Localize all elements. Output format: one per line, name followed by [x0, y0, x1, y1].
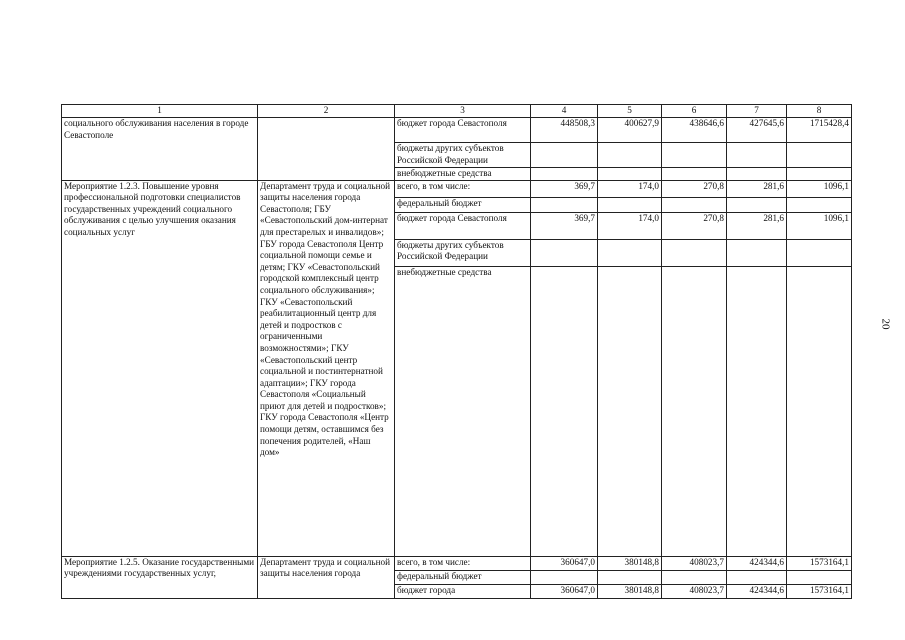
value-cell — [598, 239, 662, 266]
value-cell: 380148,8 — [598, 584, 662, 598]
funding-source: всего, в том числе: — [395, 556, 531, 570]
value-cell: 380148,8 — [598, 556, 662, 570]
value-cell: 369,7 — [531, 212, 598, 239]
funding-source: бюджеты других субъектов Российской Федерации — [395, 143, 531, 168]
column-header: 4 — [531, 105, 598, 118]
value-cell — [662, 168, 727, 181]
value-cell — [598, 266, 662, 556]
value-cell — [787, 168, 852, 181]
value-cell — [727, 143, 787, 168]
value-cell — [787, 197, 852, 212]
value-cell: 427645,6 — [727, 118, 787, 143]
value-cell: 408023,7 — [662, 584, 727, 598]
table-row — [62, 118, 852, 143]
executor-cell — [258, 118, 395, 181]
column-header: 3 — [395, 105, 531, 118]
value-cell: 1573164,1 — [787, 584, 852, 598]
value-cell — [531, 168, 598, 181]
value-cell — [787, 143, 852, 168]
executor-cell: Департамент труда и социальной защиты населения города Севастополя; ГБУ «Севастопольский дом-интернат для престарелых и инвалидов»; ГБУ города Севастополя Центр социальной помощи семье и детям; ГКУ «Севастопольский городской комплексный центр социального обслуживания»; ГКУ «Севастопольский реабилитационный центр для детей и подростков с ограниченными возможностями»; ГКУ «Севастопольский центр социальной и постинтернатной адаптации»; ГКУ города Севастополя «Социальный приют для детей и подростков»; ГКУ города Севастополя «Центр помощи детям, оставшимся без попечения родителей, «Наш дом» — [258, 180, 395, 556]
value-cell: 281,6 — [727, 180, 787, 197]
value-cell — [531, 570, 598, 584]
table-row — [62, 180, 852, 197]
value-cell: 1715428,4 — [787, 118, 852, 143]
value-cell: 174,0 — [598, 212, 662, 239]
column-header: 8 — [787, 105, 852, 118]
funding-source: всего, в том числе: — [395, 180, 531, 197]
funding-source: внебюджетные средства — [395, 266, 531, 556]
budget-table — [61, 104, 852, 599]
column-header: 5 — [598, 105, 662, 118]
value-cell — [662, 197, 727, 212]
value-cell — [531, 143, 598, 168]
value-cell — [662, 143, 727, 168]
value-cell: 438646,6 — [662, 118, 727, 143]
value-cell: 281,6 — [727, 212, 787, 239]
value-cell — [727, 239, 787, 266]
value-cell: 174,0 — [598, 180, 662, 197]
value-cell: 270,8 — [662, 212, 727, 239]
value-cell — [531, 239, 598, 266]
value-cell — [598, 143, 662, 168]
value-cell: 424344,6 — [727, 584, 787, 598]
value-cell: 369,7 — [531, 180, 598, 197]
column-header: 1 — [62, 105, 258, 118]
value-cell: 360647,0 — [531, 556, 598, 570]
funding-source: бюджет города Севастополя — [395, 118, 531, 143]
funding-source: бюджет города — [395, 584, 531, 598]
value-cell — [598, 197, 662, 212]
funding-source: бюджеты других субъектов Российской Федерации — [395, 239, 531, 266]
value-cell — [662, 266, 727, 556]
value-cell — [598, 168, 662, 181]
value-cell: 448508,3 — [531, 118, 598, 143]
funding-source: внебюджетные средства — [395, 168, 531, 181]
value-cell — [598, 570, 662, 584]
event-cell: социального обслуживания населения в городе Севастополе — [62, 118, 258, 181]
event-cell: Мероприятие 1.2.5. Оказание государственными учреждениями государственных услуг, — [62, 556, 258, 598]
funding-source: федеральный бюджет — [395, 570, 531, 584]
value-cell — [787, 570, 852, 584]
value-cell: 424344,6 — [727, 556, 787, 570]
executor-cell: Департамент труда и социальной защиты населения города — [258, 556, 395, 598]
value-cell: 400627,9 — [598, 118, 662, 143]
column-header: 6 — [662, 105, 727, 118]
funding-source: федеральный бюджет — [395, 197, 531, 212]
funding-source: бюджет города Севастополя — [395, 212, 531, 239]
table-row — [62, 556, 852, 570]
value-cell — [787, 266, 852, 556]
value-cell: 1096,1 — [787, 180, 852, 197]
value-cell: 408023,7 — [662, 556, 727, 570]
value-cell — [531, 197, 598, 212]
value-cell — [662, 239, 727, 266]
column-header: 7 — [727, 105, 787, 118]
value-cell: 360647,0 — [531, 584, 598, 598]
value-cell: 270,8 — [662, 180, 727, 197]
value-cell: 1573164,1 — [787, 556, 852, 570]
page-number: 20 — [879, 318, 892, 330]
column-number-row — [62, 105, 852, 118]
value-cell: 1096,1 — [787, 212, 852, 239]
value-cell — [727, 197, 787, 212]
event-cell: Мероприятие 1.2.3. Повышение уровня профессиональной подготовки специалистов государственных учреждений социального обслуживания с целью улучшения оказания социальных услуг — [62, 180, 258, 556]
value-cell — [727, 266, 787, 556]
value-cell — [727, 570, 787, 584]
value-cell — [531, 266, 598, 556]
value-cell — [787, 239, 852, 266]
value-cell — [727, 168, 787, 181]
value-cell — [662, 570, 727, 584]
column-header: 2 — [258, 105, 395, 118]
